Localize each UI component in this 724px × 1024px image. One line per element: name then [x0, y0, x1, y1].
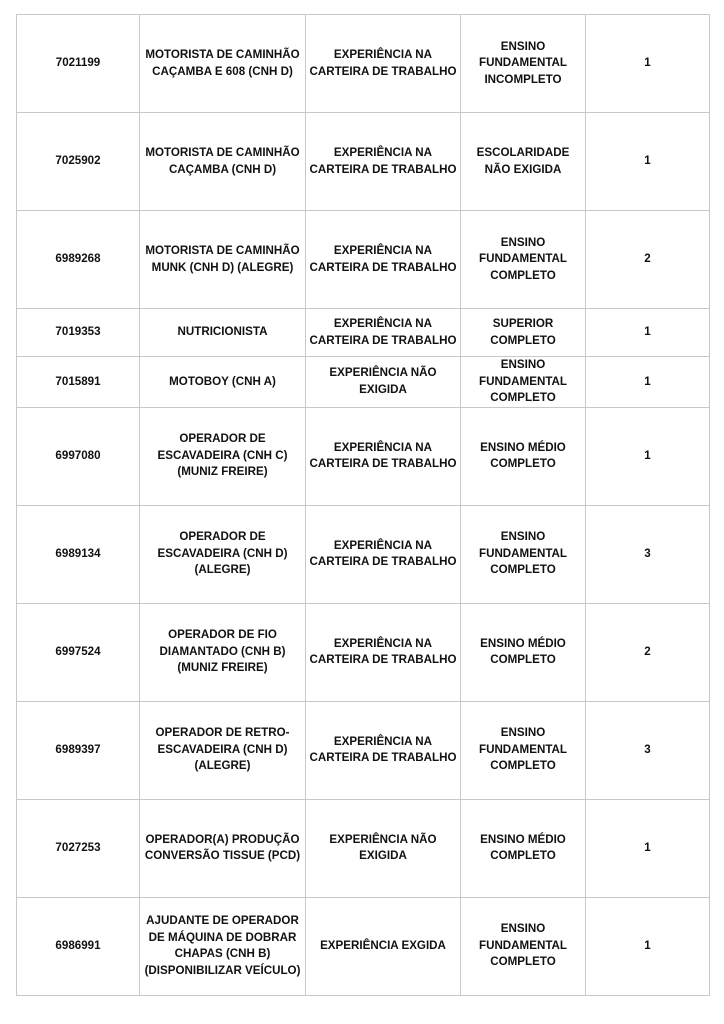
job-code: 6997524: [55, 644, 101, 658]
table-row: [17, 113, 710, 211]
experience-cell: [306, 897, 461, 995]
vacancy-count: 1: [644, 938, 651, 952]
job-code: 6989134: [55, 546, 101, 560]
vacancies-cell: [586, 603, 710, 701]
education-cell: [461, 113, 586, 211]
vacancy-count: 3: [644, 742, 651, 756]
experience-requirement: EXPERIÊNCIA NA CARTEIRA DE TRABALHO: [309, 538, 457, 568]
education-cell: [461, 211, 586, 309]
job-code: 7021199: [55, 56, 101, 70]
job-code: 7015891: [55, 374, 101, 388]
experience-cell: [306, 113, 461, 211]
job-title-cell: [140, 113, 306, 211]
job-title-cell: [140, 15, 306, 113]
experience-cell: [306, 309, 461, 357]
education-requirement: ESCOLARIDADE NÃO EXIGIDA: [476, 146, 570, 176]
education-requirement: ENSINO FUNDAMENTAL COMPLETO: [478, 235, 567, 282]
education-requirement: ENSINO FUNDAMENTAL INCOMPLETO: [478, 39, 567, 86]
job-title: MOTORISTA DE CAMINHÃO CAÇAMBA E 608 (CNH D): [145, 48, 300, 78]
experience-requirement: EXPERIÊNCIA NÃO EXIGIDA: [329, 832, 437, 862]
experience-requirement: EXPERIÊNCIA NA CARTEIRA DE TRABALHO: [309, 636, 457, 666]
experience-requirement: EXPERIÊNCIA NA CARTEIRA DE TRABALHO: [309, 146, 457, 176]
job-code: 7019353: [55, 325, 101, 339]
experience-requirement: EXPERIÊNCIA EXGIDA: [320, 938, 446, 952]
education-requirement: ENSINO MÉDIO COMPLETO: [480, 636, 566, 666]
experience-cell: [306, 799, 461, 897]
job-code-cell: [17, 407, 140, 505]
job-code: 6989268: [55, 252, 101, 266]
vacancies-cell: [586, 505, 710, 603]
vacancies-cell: [586, 357, 710, 408]
vacancy-count: 1: [644, 374, 651, 388]
job-code-cell: [17, 309, 140, 357]
education-cell: [461, 309, 586, 357]
job-code: 6989397: [55, 742, 101, 756]
job-code-cell: [17, 897, 140, 995]
vacancy-count: 1: [644, 56, 651, 70]
table-row: [17, 603, 710, 701]
job-title-cell: [140, 407, 306, 505]
job-title-cell: [140, 505, 306, 603]
education-cell: [461, 505, 586, 603]
education-cell: [461, 799, 586, 897]
vacancy-count: 1: [644, 448, 651, 462]
job-vacancies-table: [16, 14, 710, 996]
job-title: OPERADOR DE FIO DIAMANTADO (CNH B) (MUNIZ FREIRE): [159, 628, 286, 675]
job-title-cell: [140, 799, 306, 897]
table-row: [17, 799, 710, 897]
job-title: OPERADOR DE ESCAVADEIRA (CNH D) (ALEGRE): [157, 530, 288, 577]
job-title: MOTORISTA DE CAMINHÃO CAÇAMBA (CNH D): [145, 146, 300, 176]
vacancies-cell: [586, 113, 710, 211]
job-code-cell: [17, 15, 140, 113]
table-row: [17, 897, 710, 995]
vacancies-cell: [586, 897, 710, 995]
job-title-cell: [140, 309, 306, 357]
table-row: [17, 505, 710, 603]
table-row: [17, 309, 710, 357]
table-row: [17, 211, 710, 309]
education-cell: [461, 897, 586, 995]
experience-requirement: EXPERIÊNCIA NA CARTEIRA DE TRABALHO: [309, 244, 457, 274]
job-title: OPERADOR(A) PRODUÇÃO CONVERSÃO TISSUE (PCD): [144, 832, 301, 862]
job-title-cell: [140, 701, 306, 799]
vacancy-count: 1: [644, 325, 651, 339]
vacancies-cell: [586, 701, 710, 799]
job-code: 6997080: [55, 448, 101, 462]
experience-cell: [306, 603, 461, 701]
education-cell: [461, 357, 586, 408]
vacancies-cell: [586, 407, 710, 505]
experience-requirement: EXPERIÊNCIA NA CARTEIRA DE TRABALHO: [309, 48, 457, 78]
education-requirement: ENSINO FUNDAMENTAL COMPLETO: [478, 922, 567, 969]
job-title: OPERADOR DE RETRO-ESCAVADEIRA (CNH D) (ALEGRE): [155, 726, 290, 773]
job-title: MOTORISTA DE CAMINHÃO MUNK (CNH D) (ALEGRE): [145, 244, 300, 274]
experience-requirement: EXPERIÊNCIA NA CARTEIRA DE TRABALHO: [309, 734, 457, 764]
education-cell: [461, 701, 586, 799]
vacancies-cell: [586, 15, 710, 113]
education-requirement: ENSINO FUNDAMENTAL COMPLETO: [478, 358, 567, 404]
job-title-cell: [140, 603, 306, 701]
table-row: [17, 15, 710, 113]
job-code: 7027253: [55, 840, 101, 854]
job-code-cell: [17, 113, 140, 211]
experience-requirement: EXPERIÊNCIA NÃO EXIGIDA: [329, 366, 437, 396]
job-title: AJUDANTE DE OPERADOR DE MÁQUINA DE DOBRAR CHAPAS (CNH B) (DISPONIBILIZAR VEÍCULO): [144, 914, 301, 977]
education-cell: [461, 407, 586, 505]
job-title: OPERADOR DE ESCAVADEIRA (CNH C) (MUNIZ FREIRE): [157, 432, 288, 479]
vacancies-cell: [586, 799, 710, 897]
education-requirement: SUPERIOR COMPLETO: [490, 317, 556, 347]
vacancy-count: 2: [644, 252, 651, 266]
job-code-cell: [17, 505, 140, 603]
vacancy-count: 1: [644, 840, 651, 854]
vacancies-cell: [586, 309, 710, 357]
education-requirement: ENSINO MÉDIO COMPLETO: [480, 832, 566, 862]
experience-cell: [306, 505, 461, 603]
vacancy-count: 1: [644, 154, 651, 168]
job-code: 6986991: [55, 938, 101, 952]
experience-requirement: EXPERIÊNCIA NA CARTEIRA DE TRABALHO: [309, 317, 457, 347]
table-row: [17, 407, 710, 505]
vacancy-count: 2: [644, 644, 651, 658]
table-row: [17, 357, 710, 408]
job-code-cell: [17, 701, 140, 799]
table-body: [17, 15, 710, 996]
education-cell: [461, 15, 586, 113]
job-code: 7025902: [55, 154, 101, 168]
vacancies-cell: [586, 211, 710, 309]
job-code-cell: [17, 211, 140, 309]
education-requirement: ENSINO MÉDIO COMPLETO: [480, 440, 566, 470]
experience-cell: [306, 211, 461, 309]
experience-cell: [306, 15, 461, 113]
education-requirement: ENSINO FUNDAMENTAL COMPLETO: [478, 530, 567, 577]
job-title: MOTOBOY (CNH A): [169, 374, 276, 388]
education-requirement: ENSINO FUNDAMENTAL COMPLETO: [478, 726, 567, 773]
experience-cell: [306, 701, 461, 799]
experience-cell: [306, 357, 461, 408]
vacancy-count: 3: [644, 546, 651, 560]
job-code-cell: [17, 799, 140, 897]
education-cell: [461, 603, 586, 701]
experience-requirement: EXPERIÊNCIA NA CARTEIRA DE TRABALHO: [309, 440, 457, 470]
job-title-cell: [140, 357, 306, 408]
job-title-cell: [140, 897, 306, 995]
job-code-cell: [17, 603, 140, 701]
table-row: [17, 701, 710, 799]
experience-cell: [306, 407, 461, 505]
job-title-cell: [140, 211, 306, 309]
job-code-cell: [17, 357, 140, 408]
job-title: NUTRICIONISTA: [177, 325, 268, 339]
